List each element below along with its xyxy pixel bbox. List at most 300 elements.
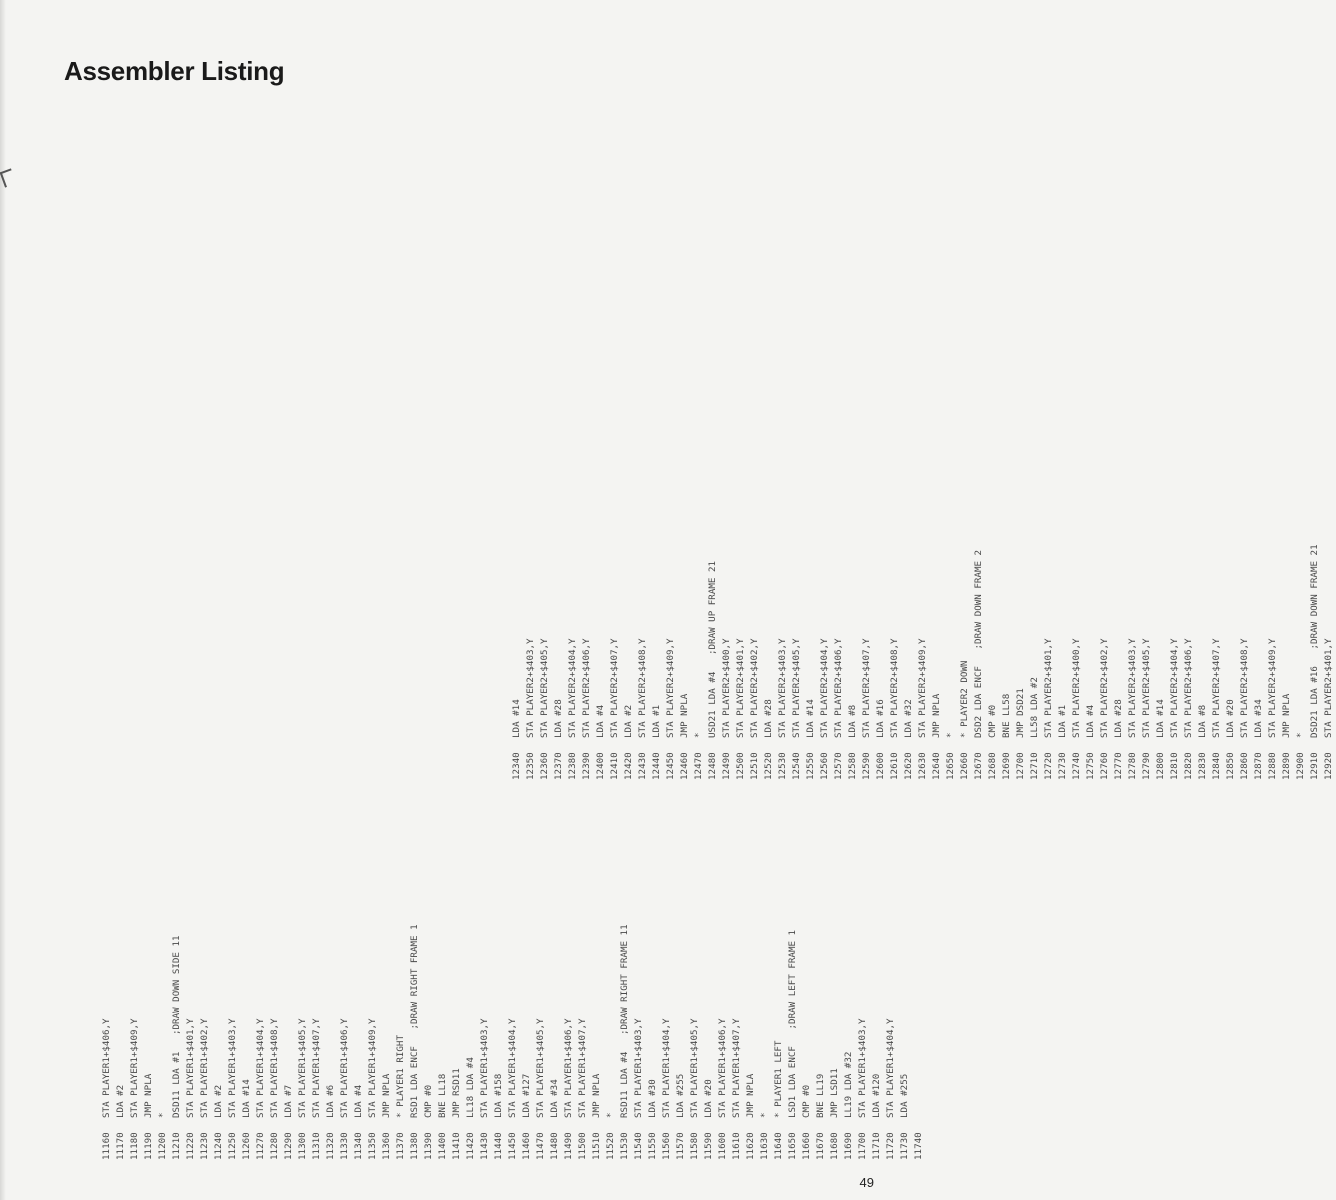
line-code: LDA #255: [675, 1073, 686, 1118]
listing-line: [1126, 544, 1140, 780]
line-code: STA PLAYER1+$409,Y: [367, 1018, 378, 1118]
line-number: 11660: [801, 1132, 812, 1160]
line-code: STA PLAYER2+$404,Y: [567, 638, 578, 738]
line-code: LDA #28: [763, 699, 774, 738]
line-code: CMP #0: [987, 704, 998, 738]
line-code: LDA #28: [1113, 699, 1124, 738]
listing-line: [622, 544, 636, 780]
line-number: 11180: [129, 1132, 140, 1160]
line-number: 11470: [535, 1132, 546, 1160]
line-code: CMP #0: [423, 1084, 434, 1118]
listing-line: [660, 924, 674, 1160]
listing-line: [240, 924, 254, 1160]
line-number: 11260: [241, 1132, 252, 1160]
line-code: STA PLAYER2+$401,Y: [735, 638, 746, 738]
line-number: 12520: [763, 752, 774, 780]
page-number: 49: [859, 1175, 874, 1190]
line-code: LDA #4: [1085, 704, 1096, 738]
line-code: STA PLAYER1+$403,Y: [479, 1018, 490, 1118]
listing-line: [156, 924, 170, 1160]
listing-line: [520, 924, 534, 1160]
line-code: CMP #0: [801, 1084, 812, 1118]
line-number: 11410: [451, 1132, 462, 1160]
line-code: JMP LSD11: [829, 1068, 840, 1118]
line-code: STA PLAYER1+$405,Y: [297, 1018, 308, 1118]
line-number: 11710: [871, 1132, 882, 1160]
line-number: 12760: [1099, 752, 1110, 780]
listing-line: [664, 544, 678, 780]
listing-line: [594, 544, 608, 780]
line-code: STA PLAYER1+$407,Y: [311, 1018, 322, 1118]
line-number: 12680: [987, 752, 998, 780]
line-code: *: [157, 1112, 168, 1118]
listing-line: [394, 924, 408, 1160]
listing-line: [842, 924, 856, 1160]
line-code: STA PLAYER2+$408,Y: [889, 638, 900, 738]
line-code: LDA #20: [703, 1079, 714, 1118]
listing-line: [706, 544, 720, 780]
listing-line: [828, 924, 842, 1160]
line-number: 11580: [689, 1132, 700, 1160]
line-number: 11620: [745, 1132, 756, 1160]
line-code: STA PLAYER2+$408,Y: [637, 638, 648, 738]
listing-line: [310, 924, 324, 1160]
line-number: 11230: [199, 1132, 210, 1160]
listing-line: [580, 544, 594, 780]
line-number: 11400: [437, 1132, 448, 1160]
line-code: JMP NPLA: [591, 1073, 602, 1118]
line-code: STA PLAYER2+$402,Y: [1099, 638, 1110, 738]
line-number: 11190: [143, 1132, 154, 1160]
line-code: LL19 LDA #32: [843, 1051, 854, 1118]
line-number: 11720: [885, 1132, 896, 1160]
line-number: 11240: [213, 1132, 224, 1160]
listing-line: [142, 924, 156, 1160]
line-code: JMP NPLA: [143, 1073, 154, 1118]
line-code: STA PLAYER2+$401,Y: [1323, 638, 1334, 738]
line-number: 12720: [1043, 752, 1054, 780]
line-number: 12390: [581, 752, 592, 780]
line-code: * PLAYER1 LEFT: [773, 1040, 784, 1118]
line-number: 12380: [567, 752, 578, 780]
line-number: 12900: [1295, 752, 1306, 780]
listing-line: [1196, 544, 1210, 780]
line-code: STA PLAYER1+$404,Y: [255, 1018, 266, 1118]
line-code: LDA #16: [875, 699, 886, 738]
line-code: STA PLAYER2+$406,Y: [1183, 638, 1194, 738]
line-code: STA PLAYER2+$409,Y: [1267, 638, 1278, 738]
line-number: 11160: [101, 1132, 112, 1160]
listing-line: [538, 544, 552, 780]
listing-line: [1042, 544, 1056, 780]
line-number: 12550: [805, 752, 816, 780]
line-number: 12450: [665, 752, 676, 780]
line-code: STA PLAYER2+$400,Y: [721, 638, 732, 738]
line-code: LDA #4: [595, 704, 606, 738]
listing-line: [636, 544, 650, 780]
listing-line: [114, 924, 128, 1160]
listing-line: [790, 544, 804, 780]
listing-line: [436, 924, 450, 1160]
line-code: JMP NPLA: [745, 1073, 756, 1118]
listing-line: [930, 544, 944, 780]
listing-line: [510, 544, 524, 780]
listing-line: [734, 544, 748, 780]
listing-line: [422, 924, 436, 1160]
listing-line: [944, 544, 958, 780]
line-number: 12650: [945, 752, 956, 780]
listing-line: [338, 924, 352, 1160]
listing-line: [1266, 544, 1280, 780]
line-number: 11360: [381, 1132, 392, 1160]
line-code: * PLAYER2 DOWN: [959, 660, 970, 738]
line-code: RSD11 LDA #4 ;DRAW RIGHT FRAME 11: [619, 924, 630, 1118]
listing-line: [888, 544, 902, 780]
line-code: STA PLAYER1+$403,Y: [857, 1018, 868, 1118]
line-code: STA PLAYER2+$403,Y: [525, 638, 536, 738]
line-code: LL18 LDA #4: [465, 1057, 476, 1118]
line-code: STA PLAYER1+$403,Y: [633, 1018, 644, 1118]
line-number: 12470: [693, 752, 704, 780]
listing-line: [776, 544, 790, 780]
listing-line: [748, 544, 762, 780]
listing-line: [716, 924, 730, 1160]
line-number: 12530: [777, 752, 788, 780]
line-number: 11540: [633, 1132, 644, 1160]
line-number: 12590: [861, 752, 872, 780]
line-code: LDA #158: [493, 1073, 504, 1118]
line-code: STA PLAYER1+$407,Y: [577, 1018, 588, 1118]
listing-line: [576, 924, 590, 1160]
line-number: 11340: [353, 1132, 364, 1160]
listing-line: [128, 924, 142, 1160]
listing-line: [884, 924, 898, 1160]
line-code: JMP NPLA: [931, 693, 942, 738]
line-number: 11270: [255, 1132, 266, 1160]
line-number: 11680: [829, 1132, 840, 1160]
line-number: 12710: [1029, 752, 1040, 780]
line-number: 12560: [819, 752, 830, 780]
listing-line: [1182, 544, 1196, 780]
line-code: STA PLAYER1+$406,Y: [563, 1018, 574, 1118]
line-number: 12500: [735, 752, 746, 780]
line-code: STA PLAYER1+$404,Y: [661, 1018, 672, 1118]
line-number: 11530: [619, 1132, 630, 1160]
line-number: 12480: [707, 752, 718, 780]
line-number: 11480: [549, 1132, 560, 1160]
listing-line: [100, 924, 114, 1160]
listing-line: [506, 924, 520, 1160]
line-number: 11630: [759, 1132, 770, 1160]
listing-line: [324, 924, 338, 1160]
listing-line: [720, 544, 734, 780]
listing-line: [352, 924, 366, 1160]
listing-line: [986, 544, 1000, 780]
line-code: RSD1 LDA ENCF ;DRAW RIGHT FRAME 1: [409, 924, 420, 1118]
line-code: STA PLAYER2+$407,Y: [861, 638, 872, 738]
line-number: 12740: [1071, 752, 1082, 780]
line-number: 11500: [577, 1132, 588, 1160]
listing-line: [366, 924, 380, 1160]
line-number: 12890: [1281, 752, 1292, 780]
line-code: *: [945, 732, 956, 738]
line-number: 11610: [731, 1132, 742, 1160]
line-number: 12820: [1183, 752, 1194, 780]
line-number: 11740: [913, 1132, 924, 1160]
line-code: *: [759, 1112, 770, 1118]
listing-line: [856, 924, 870, 1160]
listing-line: [1238, 544, 1252, 780]
line-number: 11490: [563, 1132, 574, 1160]
line-number: 11560: [661, 1132, 672, 1160]
line-code: LDA #14: [511, 699, 522, 738]
line-code: STA PLAYER2+$406,Y: [581, 638, 592, 738]
line-number: 12440: [651, 752, 662, 780]
line-code: STA PLAYER1+$408,Y: [269, 1018, 280, 1118]
listing-line: [1168, 544, 1182, 780]
listing-line: [408, 924, 422, 1160]
listing-line: [524, 544, 538, 780]
line-code: STA PLAYER1+$401,Y: [185, 1018, 196, 1118]
line-code: STA PLAYER2+$402,Y: [749, 638, 760, 738]
line-number: 12490: [721, 752, 732, 780]
line-code: STA PLAYER2+$407,Y: [1211, 638, 1222, 738]
listing-line: [1308, 544, 1322, 780]
listing-line: [898, 924, 912, 1160]
listing-line: [184, 924, 198, 1160]
listing-line: [464, 924, 478, 1160]
line-number: 12830: [1197, 752, 1208, 780]
listing-line: [1000, 544, 1014, 780]
listing-line: [870, 924, 884, 1160]
line-number: 11320: [325, 1132, 336, 1160]
listing-line: [632, 924, 646, 1160]
line-number: 11370: [395, 1132, 406, 1160]
listing-line: [548, 924, 562, 1160]
line-code: LDA #1: [651, 704, 662, 738]
line-number: 12810: [1169, 752, 1180, 780]
line-code: STA PLAYER1+$406,Y: [339, 1018, 350, 1118]
listing-line: [804, 544, 818, 780]
line-code: STA PLAYER2+$405,Y: [539, 638, 550, 738]
line-code: LDA #127: [521, 1073, 532, 1118]
line-code: LDA #34: [549, 1079, 560, 1118]
listing-line: [744, 924, 758, 1160]
line-number: 12370: [553, 752, 564, 780]
line-number: 12750: [1085, 752, 1096, 780]
listing-line: [618, 924, 632, 1160]
listing-line: [678, 544, 692, 780]
line-code: STA PLAYER2+$406,Y: [833, 638, 844, 738]
line-code: *: [693, 732, 704, 738]
listing-line: [170, 924, 184, 1160]
line-code: STA PLAYER2+$405,Y: [1141, 638, 1152, 738]
listing-line: [198, 924, 212, 1160]
line-number: 12870: [1253, 752, 1264, 780]
listing-line: [874, 544, 888, 780]
line-code: LDA #32: [903, 699, 914, 738]
line-code: LDA #4: [353, 1084, 364, 1118]
listing-line: [902, 544, 916, 780]
line-code: JMP RSD11: [451, 1068, 462, 1118]
line-code: BNE LL19: [815, 1073, 826, 1118]
line-code: STA PLAYER1+$405,Y: [535, 1018, 546, 1118]
listing-line: [1210, 544, 1224, 780]
line-code: LDA #120: [871, 1073, 882, 1118]
listing-line: [800, 924, 814, 1160]
line-code: JMP NPLA: [1281, 693, 1292, 738]
line-code: JMP DSD21: [1015, 688, 1026, 738]
listing-line: [916, 544, 930, 780]
line-number: 12630: [917, 752, 928, 780]
listing-line: [268, 924, 282, 1160]
listing-column-right: [510, 544, 1336, 780]
listing-line: [650, 544, 664, 780]
listing-line: [296, 924, 310, 1160]
listing-line: [692, 544, 706, 780]
line-code: LSD1 LDA ENCF ;DRAW LEFT FRAME 1: [787, 929, 798, 1118]
line-number: 11430: [479, 1132, 490, 1160]
line-code: LDA #2: [213, 1084, 224, 1118]
line-code: JMP NPLA: [679, 693, 690, 738]
listing-line: [380, 924, 394, 1160]
line-number: 12800: [1155, 752, 1166, 780]
line-number: 11650: [787, 1132, 798, 1160]
listing-line: [860, 544, 874, 780]
line-code: STA PLAYER2+$401,Y: [1043, 638, 1054, 738]
line-code: LDA #6: [325, 1084, 336, 1118]
line-number: 12340: [511, 752, 522, 780]
line-number: 11300: [297, 1132, 308, 1160]
line-code: LDA #14: [1155, 699, 1166, 738]
line-number: 11250: [227, 1132, 238, 1160]
line-code: LDA #7: [283, 1084, 294, 1118]
line-number: 11700: [857, 1132, 868, 1160]
listing-line: [730, 924, 744, 1160]
line-number: 11640: [773, 1132, 784, 1160]
line-code: DSD2 LDA ENCF ;DRAW DOWN FRAME 2: [973, 549, 984, 738]
listing-line: [772, 924, 786, 1160]
line-number: 12640: [931, 752, 942, 780]
listing-line: [534, 924, 548, 1160]
line-number: 11550: [647, 1132, 658, 1160]
listing-line: [688, 924, 702, 1160]
line-number: 12580: [847, 752, 858, 780]
listing-line: [1280, 544, 1294, 780]
line-code: STA PLAYER2+$407,Y: [609, 638, 620, 738]
line-number: 11380: [409, 1132, 420, 1160]
line-code: JMP NPLA: [381, 1073, 392, 1118]
line-number: 11670: [815, 1132, 826, 1160]
line-number: 11510: [591, 1132, 602, 1160]
line-code: DSD21 LDA #16 ;DRAW DOWN FRAME 21: [1309, 544, 1320, 738]
line-number: 11600: [717, 1132, 728, 1160]
line-number: 11280: [269, 1132, 280, 1160]
line-code: LDA #2: [623, 704, 634, 738]
listing-line: [814, 924, 828, 1160]
line-code: STA PLAYER2+$403,Y: [777, 638, 788, 738]
line-code: * PLAYER1 RIGHT: [395, 1035, 406, 1118]
line-number: 12770: [1113, 752, 1124, 780]
line-number: 12780: [1127, 752, 1138, 780]
listing-line: [566, 544, 580, 780]
line-number: 11290: [283, 1132, 294, 1160]
line-code: *: [605, 1112, 616, 1118]
line-code: STA PLAYER2+$404,Y: [1169, 638, 1180, 738]
line-number: 11570: [675, 1132, 686, 1160]
line-number: 12350: [525, 752, 536, 780]
line-number: 12920: [1323, 752, 1334, 780]
line-code: LDA #255: [899, 1073, 910, 1118]
line-code: USD21 LDA #4 ;DRAW UP FRAME 21: [707, 560, 718, 738]
line-code: LDA #14: [805, 699, 816, 738]
line-number: 12880: [1267, 752, 1278, 780]
listing-line: [1294, 544, 1308, 780]
line-code: STA PLAYER2+$408,Y: [1239, 638, 1250, 738]
line-code: LDA #20: [1225, 699, 1236, 738]
line-code: STA PLAYER1+$402,Y: [199, 1018, 210, 1118]
line-number: 12420: [623, 752, 634, 780]
line-number: 12410: [609, 752, 620, 780]
line-code: STA PLAYER1+$406,Y: [101, 1018, 112, 1118]
line-code: BNE LL18: [437, 1073, 448, 1118]
listing-line: [702, 924, 716, 1160]
line-number: 11590: [703, 1132, 714, 1160]
listing-column-left: [100, 924, 926, 1160]
line-number: 11210: [171, 1132, 182, 1160]
listing-line: [972, 544, 986, 780]
line-code: DSD11 LDA #1 ;DRAW DOWN SIDE 11: [171, 935, 182, 1118]
line-number: 12850: [1225, 752, 1236, 780]
line-number: 12790: [1141, 752, 1152, 780]
line-code: STA PLAYER1+$407,Y: [731, 1018, 742, 1118]
line-number: 11310: [311, 1132, 322, 1160]
line-number: 11520: [605, 1132, 616, 1160]
line-number: 11420: [465, 1132, 476, 1160]
line-number: 12570: [833, 752, 844, 780]
line-number: 11730: [899, 1132, 910, 1160]
line-number: 11170: [115, 1132, 126, 1160]
line-number: 11220: [185, 1132, 196, 1160]
line-number: 12430: [637, 752, 648, 780]
line-number: 12400: [595, 752, 606, 780]
listing-line: [762, 544, 776, 780]
line-number: 11390: [423, 1132, 434, 1160]
listing-line: [604, 924, 618, 1160]
line-code: *: [1295, 732, 1306, 738]
line-number: 11440: [493, 1132, 504, 1160]
line-code: STA PLAYER2+$404,Y: [819, 638, 830, 738]
line-code: LL58 LDA #2: [1029, 677, 1040, 738]
listing-line: [226, 924, 240, 1160]
listing-line: [786, 924, 800, 1160]
line-number: 12610: [889, 752, 900, 780]
listing-line: [1098, 544, 1112, 780]
line-number: 12510: [749, 752, 760, 780]
line-code: LDA #1: [1057, 704, 1068, 738]
line-number: 11460: [521, 1132, 532, 1160]
listing-line: [1084, 544, 1098, 780]
line-code: STA PLAYER2+$403,Y: [1127, 638, 1138, 738]
listing-line: [492, 924, 506, 1160]
listing-line: [562, 924, 576, 1160]
line-number: 11200: [157, 1132, 168, 1160]
line-code: STA PLAYER1+$404,Y: [885, 1018, 896, 1118]
line-code: STA PLAYER2+$405,Y: [791, 638, 802, 738]
line-number: 12860: [1239, 752, 1250, 780]
line-code: STA PLAYER1+$404,Y: [507, 1018, 518, 1118]
listing-line: [590, 924, 604, 1160]
